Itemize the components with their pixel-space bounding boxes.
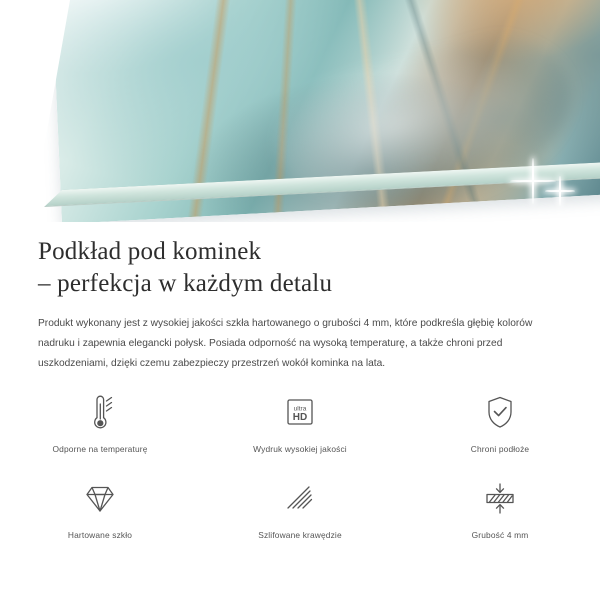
hero-image: [0, 0, 600, 222]
feature-grid: [0, 392, 600, 556]
feature-label: Hartowane szkło: [67, 530, 133, 540]
svg-text:HD: HD: [292, 412, 308, 423]
feature-item-thickness: [400, 478, 600, 556]
feature-item-surface-protection: [400, 392, 600, 470]
feature-label: Chroni podłoże: [470, 444, 530, 454]
feature-item-tempered-glass: [0, 478, 200, 556]
thickness-arrows-icon: [478, 478, 522, 520]
feature-label: Odporne na temperaturę: [52, 444, 148, 454]
description-paragraph: Produkt wykonany jest z wysokiej jakości szkła hartowanego o grubości 4 mm, które podkreśla głębię kolorów nadruku i zapewnia elegancki połysk. Posiada odporność na wysoką temperaturę, a także chroni przed uszkodzeniami, dzięki czemu zabezpieczy przestrzeń wokół kominka na lata.: [38, 318, 533, 369]
shield-check-icon: [480, 392, 520, 434]
headline-line-1: Podkład pod kominek: [38, 238, 262, 265]
headline-line-2: – perfekcja w każdym detalu: [38, 270, 333, 297]
feature-label: Szlifowane krawędzie: [258, 530, 342, 540]
feature-item-temperature: [0, 392, 200, 470]
page-title: [0, 222, 600, 300]
ultra-hd-icon: [279, 392, 321, 434]
feature-item-polished-edges: [200, 478, 400, 556]
feature-item-print-quality: [200, 392, 400, 470]
diamond-icon: [79, 478, 121, 520]
polished-edge-icon: [279, 478, 321, 520]
feature-label: Grubość 4 mm: [471, 530, 529, 540]
thermometer-icon: [80, 392, 120, 434]
feature-label: Wydruk wysokiej jakości: [253, 444, 347, 454]
svg-text:ultra: ultra: [293, 405, 307, 413]
text-content: [0, 222, 600, 374]
